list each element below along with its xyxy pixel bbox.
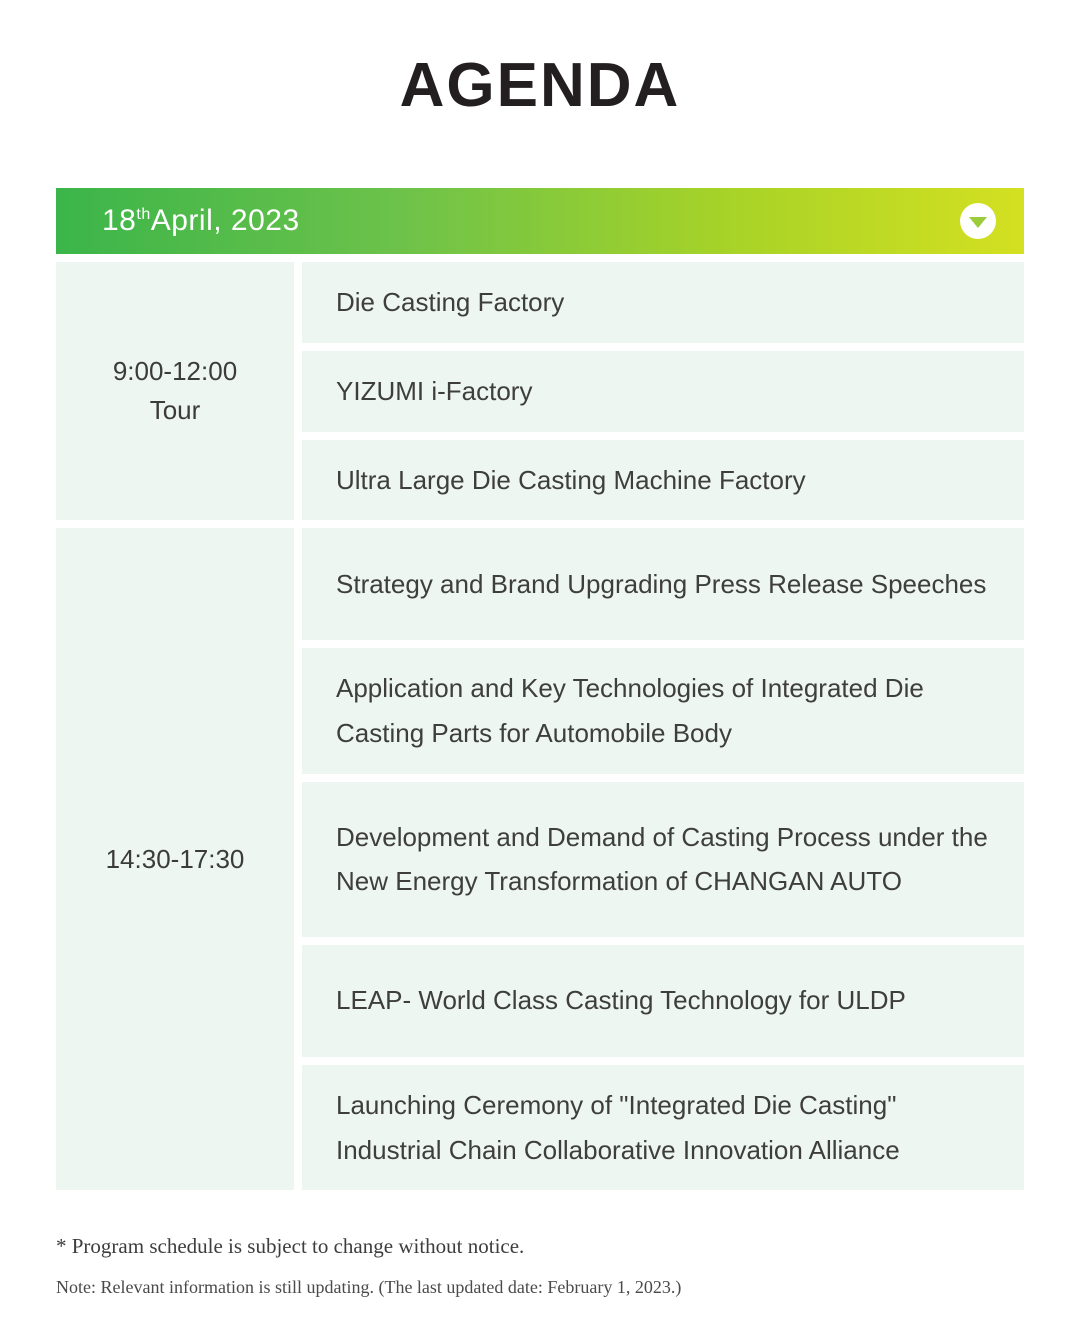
list-item[interactable]: Application and Key Technologies of Integrated Die Casting Parts for Automobile Body — [302, 648, 1024, 773]
page-title: AGENDA — [399, 51, 681, 120]
time-cell — [56, 528, 294, 1190]
footnotes — [56, 1234, 1024, 1328]
list-item[interactable]: Ultra Large Die Casting Machine Factory — [302, 440, 1024, 521]
chevron-down-icon[interactable] — [960, 203, 996, 239]
date-header-bar[interactable] — [56, 188, 1024, 254]
date-day: 18 — [102, 204, 137, 238]
agenda-table — [56, 120, 1024, 1190]
time-range: 14:30-17:30 — [105, 843, 245, 874]
chevron-down-glyph — [969, 217, 987, 228]
date-label — [102, 204, 300, 238]
list-item[interactable]: Launching Ceremony of "Integrated Die Casting" Industrial Chain Collaborative Innovation Alliance — [302, 1065, 1024, 1190]
list-item[interactable]: LEAP- World Class Casting Technology for ULDP — [302, 945, 1024, 1057]
time-cell — [56, 262, 294, 520]
session-list — [302, 528, 1024, 1190]
list-item[interactable]: Die Casting Factory — [302, 262, 1024, 343]
list-item[interactable]: Development and Demand of Casting Process under the New Energy Transformation of CHANGAN AUTO — [302, 782, 1024, 937]
footnote-primary: * Program schedule is subject to change without notice. — [56, 1234, 525, 1259]
date-month-year: April, 2023 — [150, 204, 300, 238]
list-item[interactable]: Strategy and Brand Upgrading Press Release Speeches — [302, 528, 1024, 640]
footnote-secondary: Note: Relevant information is still updating. (The last updated date: February 1, 2023.) — [56, 1277, 682, 1298]
time-note: Tour — [149, 395, 201, 426]
time-range: 9:00-12:00 — [112, 356, 238, 387]
session-list — [302, 262, 1024, 520]
schedule-block-afternoon — [56, 528, 1024, 1190]
schedule-block-morning — [56, 262, 1024, 520]
list-item[interactable]: YIZUMI i-Factory — [302, 351, 1024, 432]
date-day-suffix: th — [136, 206, 151, 224]
